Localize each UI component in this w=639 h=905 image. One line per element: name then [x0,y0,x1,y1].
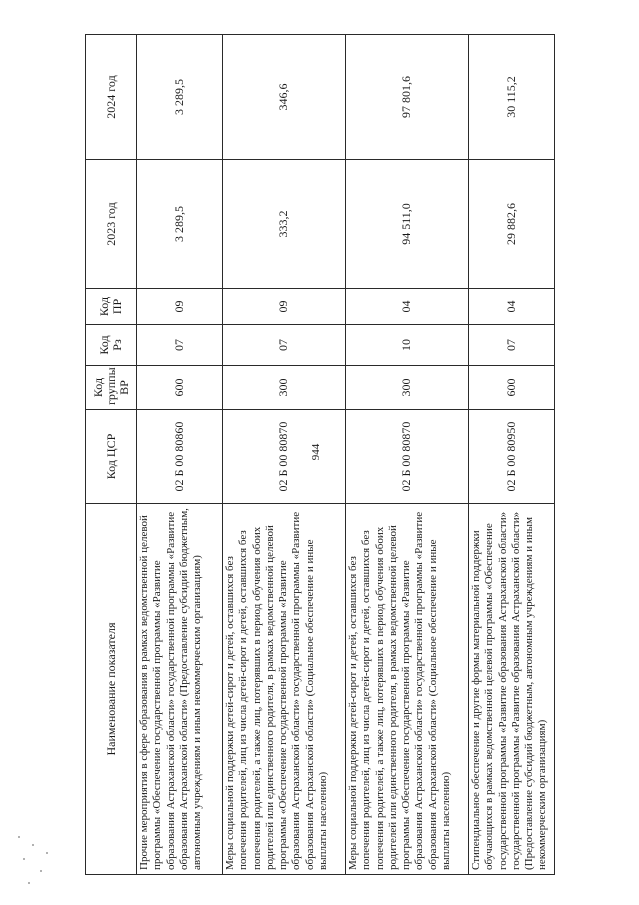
budget-table [85,34,555,875]
row-rz: 07 [137,325,223,366]
row-pr: 09 [223,289,346,325]
row-2023: 333,2 [223,160,346,289]
row-vr: 300 [223,366,346,410]
table-row [137,35,223,875]
row-csr: 02 Б 00 80870 [223,410,346,504]
row-vr: 600 [469,366,555,410]
row-name: Меры социальной поддержки детей-сирот и детей, оставшихся без попечения родителей, лиц из числа детей-сирот и детей, оставшихся без попечения родителей, а также лиц, потерявших в период обучения обоих родителей или единственного родителя, в рамках ведомственной целевой программы «Обеспечение государственной программы «Развитие образования Астраханской области» государственной программы «Развитие образования Астраханской области» (Социальное обеспечение и иные выплаты населению) [346,504,469,875]
row-pr: 04 [469,289,555,325]
table-header-row [86,35,137,875]
scan-noise-marks [14,830,54,890]
table-row [223,35,346,875]
row-rz: 07 [469,325,555,366]
row-rz: 10 [346,325,469,366]
header-2024: 2024 год [86,35,137,160]
row-2023: 29 882,6 [469,160,555,289]
row-2024: 3 289,5 [137,35,223,160]
row-2023: 94 511,0 [346,160,469,289]
row-csr: 02 Б 00 80860 [137,410,223,504]
header-2023: 2023 год [86,160,137,289]
row-2024: 30 115,2 [469,35,555,160]
row-pr: 04 [346,289,469,325]
row-rz: 07 [223,325,346,366]
header-name: Наименование показателя [86,504,137,875]
row-2023: 3 289,5 [137,160,223,289]
header-vr: Код группы ВР [86,366,137,410]
row-pr: 09 [137,289,223,325]
row-vr: 300 [346,366,469,410]
header-csr: Код ЦСР [86,410,137,504]
row-csr: 02 Б 00 80950 [469,410,555,504]
table-row [469,35,555,875]
row-name: Меры социальной поддержки детей-сирот и детей, оставшихся без попечения родителей, лиц из числа детей-сирот и детей, оставшихся без попечения родителей, а также лиц, потерявших в период обучения обоих родителей или единственного родителя, в рамках ведомственной целевой программы «Обеспечение государственной программы «Развитие образования Астраханской области» государственной программы «Развитие образования Астраханской области» (Социальное обеспечение и иные выплаты населению) [223,504,346,875]
row-csr: 02 Б 00 80870 [346,410,469,504]
row-2024: 97 801,6 [346,35,469,160]
row-2024: 346,6 [223,35,346,160]
row-vr: 600 [137,366,223,410]
header-pr: Код ПР [86,289,137,325]
page-number: 944 [310,443,322,461]
header-rz: Код Рз [86,325,137,366]
rotated-table-container [85,35,554,875]
row-name: Прочие мероприятия в сфере образования в рамках ведомственной целевой программы «Обеспечение государственной программы «Развитие образования Астраханской области» государственной программы «Развитие образования Астраханской области» (Предоставление субсидий бюджетным, автономным учреждениям и иным некоммерческим организациям) [137,504,223,875]
row-name: Стипендиальное обеспечение и другие формы материальной поддержки обучающихся в рамках ведомственной целевой программы «Обеспечение государственной программы «Развитие образования Астраханской области» государственной программы «Развитие образования Астраханской области» (Предоставление субсидий бюджетным, автономным учреждениям и иным некоммерческим организациям) [469,504,555,875]
table-row [346,35,469,875]
